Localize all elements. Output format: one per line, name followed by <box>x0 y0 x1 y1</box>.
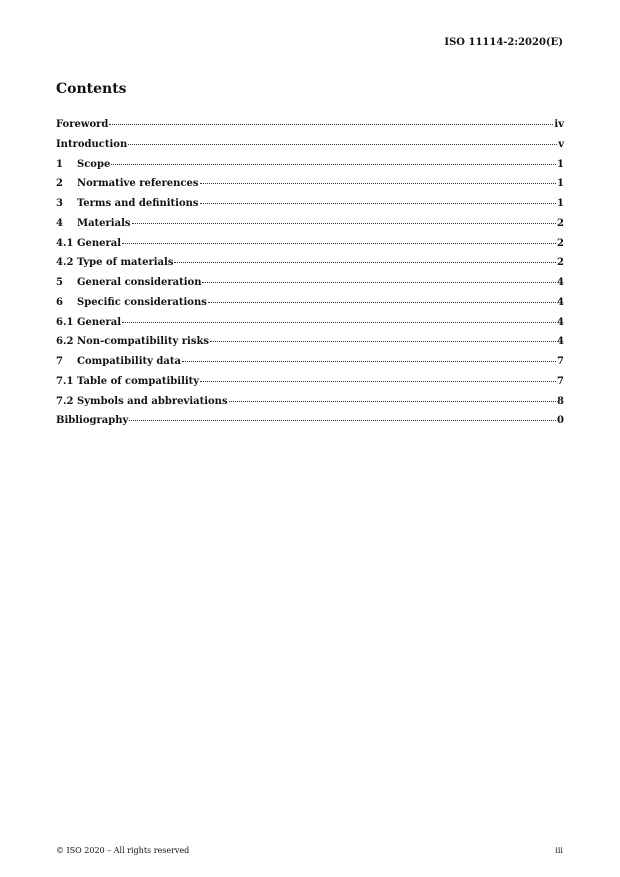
toc-leader-dots <box>132 223 557 224</box>
toc-entry-materials[interactable] <box>56 218 564 238</box>
toc-entry-bibliography[interactable] <box>56 415 564 435</box>
toc-entry-foreword[interactable] <box>56 119 564 139</box>
toc-leader-dots <box>229 401 556 402</box>
toc-entry-page[interactable]: 2 <box>557 257 564 269</box>
toc-entry-specific-general[interactable] <box>56 317 564 337</box>
toc-entry-label[interactable]: Terms and definitions <box>77 198 199 210</box>
document-id: ISO 11114-2:2020(E) <box>444 37 563 48</box>
toc-entry-number: 6.1 <box>56 316 74 328</box>
toc-entry-introduction[interactable] <box>56 139 564 159</box>
toc-entry-label[interactable]: Table of compatibility <box>77 375 200 387</box>
toc-leader-dots <box>122 322 556 323</box>
toc-entry-label[interactable]: Non-compatibility risks <box>77 336 210 348</box>
toc-leader-dots <box>200 381 556 382</box>
toc-entry-table-of-compatibility[interactable] <box>56 376 564 396</box>
toc-leader-dots <box>182 361 556 362</box>
toc-entry-label[interactable]: Compatibility data <box>77 356 181 368</box>
toc-entry-page[interactable]: 0 <box>557 415 564 427</box>
toc-entry-number: 7.2 <box>56 395 74 407</box>
toc-entry-label[interactable]: Scope <box>77 158 111 170</box>
toc-leader-dots <box>129 420 556 421</box>
toc-entry-label[interactable]: Materials <box>77 217 131 229</box>
toc-entry-label[interactable]: General consideration <box>77 277 202 289</box>
toc-entry-number: 4.1 <box>56 237 74 249</box>
toc-entry-terms-and-definitions[interactable] <box>56 198 564 218</box>
toc-entry-label[interactable]: Introduction <box>56 138 128 150</box>
toc-entry-label[interactable]: General <box>77 316 122 328</box>
toc-entry-number: 6.2 <box>56 336 74 348</box>
page-title: Contents <box>56 81 127 97</box>
toc-entry-label[interactable]: Bibliography <box>56 415 129 427</box>
toc-entry-specific-considerations[interactable] <box>56 297 564 317</box>
toc-leader-dots <box>122 243 556 244</box>
toc-leader-dots <box>109 124 553 125</box>
toc-entry-page[interactable]: 2 <box>557 217 564 229</box>
toc-leader-dots <box>202 282 556 283</box>
toc-leader-dots <box>200 203 557 204</box>
toc-leader-dots <box>111 164 556 165</box>
toc-entry-page[interactable]: 4 <box>557 336 564 348</box>
footer-copyright: © ISO 2020 – All rights reserved <box>56 846 190 855</box>
toc-entry-label[interactable]: Normative references <box>77 178 199 190</box>
toc-entry-page[interactable]: 1 <box>557 198 564 210</box>
toc-entry-page[interactable]: iv <box>554 119 564 130</box>
toc-entry-number: 1 <box>56 158 63 170</box>
toc-leader-dots <box>210 341 556 342</box>
toc-entry-label[interactable]: Foreword <box>56 119 109 130</box>
toc-entry-type-of-materials[interactable] <box>56 257 564 277</box>
toc-entry-page[interactable]: 7 <box>557 356 564 368</box>
toc-entry-label[interactable]: Type of materials <box>77 257 174 269</box>
footer-page-number: iii <box>555 846 563 855</box>
toc-leader-dots <box>200 183 557 184</box>
toc-entry-number: 4.2 <box>56 257 74 269</box>
toc-entry-page[interactable]: 4 <box>557 277 564 289</box>
toc-leader-dots <box>208 302 556 303</box>
toc-entry-number: 4 <box>56 217 63 229</box>
toc-entry-page[interactable]: 4 <box>557 296 564 308</box>
toc-entry-page[interactable]: 1 <box>557 158 564 170</box>
toc-entry-general-consideration[interactable] <box>56 277 564 297</box>
table-of-contents <box>56 119 564 435</box>
toc-entry-number: 7 <box>56 356 63 368</box>
toc-leader-dots <box>128 144 557 145</box>
toc-entry-number: 2 <box>56 178 63 190</box>
toc-entry-number: 7.1 <box>56 375 74 387</box>
toc-entry-materials-general[interactable] <box>56 238 564 258</box>
toc-entry-page[interactable]: 7 <box>557 375 564 387</box>
toc-entry-compatibility-data[interactable] <box>56 356 564 376</box>
toc-entry-page[interactable]: 2 <box>557 237 564 249</box>
toc-entry-page[interactable]: 8 <box>557 395 564 407</box>
toc-entry-label[interactable]: Specific considerations <box>77 296 207 308</box>
toc-entry-label[interactable]: Symbols and abbreviations <box>77 395 228 407</box>
toc-entry-page[interactable]: 1 <box>557 178 564 190</box>
toc-entry-symbols-and-abbreviations[interactable] <box>56 396 564 416</box>
toc-entry-number: 6 <box>56 296 63 308</box>
toc-entry-non-compatibility-risks[interactable] <box>56 336 564 356</box>
toc-entry-normative-references[interactable] <box>56 178 564 198</box>
toc-entry-page[interactable]: 4 <box>557 316 564 328</box>
toc-entry-label[interactable]: General <box>77 237 122 249</box>
toc-leader-dots <box>174 262 556 263</box>
toc-entry-page[interactable]: v <box>558 138 564 150</box>
toc-entry-number: 3 <box>56 198 63 210</box>
toc-entry-scope[interactable] <box>56 159 564 179</box>
toc-entry-number: 5 <box>56 277 63 289</box>
